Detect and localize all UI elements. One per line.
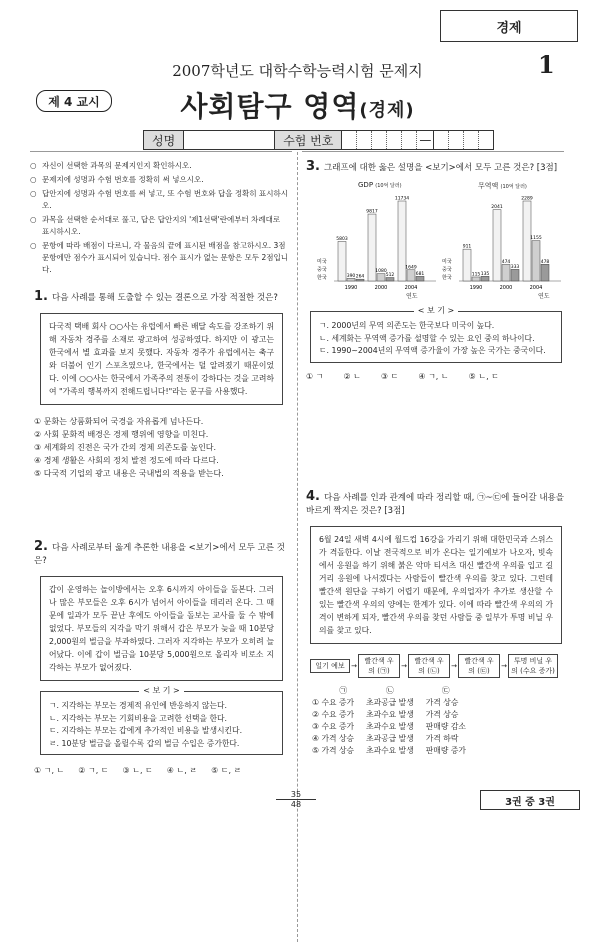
- question-text: 다음 사례를 통해 도출할 수 있는 결론으로 가장 적절한 것은?: [51, 293, 278, 303]
- table-row[interactable]: [306, 744, 472, 756]
- trade-bar: [532, 241, 540, 281]
- choice[interactable]: ④ ㄴ, ㄹ: [166, 766, 198, 775]
- trade-title: 무역액: [478, 182, 499, 190]
- bogi-title: < 보 기 >: [414, 306, 459, 315]
- trade-data-label: 478: [540, 259, 550, 265]
- table-cell: ④ 가격 상승: [312, 733, 355, 743]
- gdp-series-label: 중국: [317, 267, 327, 273]
- trade-bar: [463, 249, 471, 281]
- table-row[interactable]: [306, 696, 472, 708]
- notice-item: ○ 문제지에 성명과 수험 번호를 정확히 써 넣으시오.: [30, 174, 288, 186]
- bogi-item: ㄱ. 지각하는 부모는 경제적 유인에 반응하지 않는다.: [49, 701, 227, 710]
- name-label: 성명: [144, 131, 184, 149]
- question-2-choices: [34, 765, 289, 776]
- trade-data-label: 474: [501, 259, 511, 265]
- question-1-passage: 다국적 택배 회사 ○○사는 유럽에서 빠른 배달 속도를 강조하기 위해 자동차 경주를 소재로 광고하여 성공하였다. 하지만 이 광고는 한국에서 별 효과를 보지 못했다. 자동차 경주가 유럽에서는 축구와 더불어 인기 스포츠였으나, 한국에서는 덜 알려졌기 때문이었다. 이에 ○○사는 한국에서 가족주의 전통이 강하다는 것을 고려하여 "가족의 행복까지 전해드립니다!"라는 문구를 사용했다.: [40, 313, 283, 405]
- choice[interactable]: ③ ㄴ, ㄷ: [122, 766, 153, 775]
- gdp-data-label: 11734: [394, 196, 410, 202]
- gdp-data-label: 264: [355, 274, 365, 280]
- arrow-right-icon: →: [451, 662, 457, 670]
- trade-bar: [502, 264, 510, 281]
- table-cell: 가격 하락: [425, 733, 459, 743]
- gdp-chart-title: [358, 181, 402, 189]
- gdp-tick-label: 2000: [374, 285, 388, 291]
- question-4-passage: 6월 24일 새벽 4시에 월드컵 16강을 가리기 위해 대한민국과 스위스가 격돌한다. 이날 전국적으로 비가 온다는 일기예보가 나오자, 빗속에서 응원을 하기 위해 붉은 악마 티셔츠 대신 빨간색 우의를 입고 길거리 응원에 나서겠다는 사람들이 빨간색 우의를 찾고 있다. 그런데 빨간색 원단을 구하기 어렵기 때문에, 우의업자가 추가로 생산할 수 있는 빨간색 우의의 양에는 한계가 있다. 이에 따라 빨간색 우의의 가격이 변하게 되자, 빨간색 우의를 찾던 사람들 중 일부가 투명 비닐 우의를 찾고 있다.: [310, 526, 562, 644]
- id-cell[interactable]: [342, 131, 357, 149]
- flow-box: 빨간색 우의 (㉡): [408, 654, 450, 678]
- table-cell: ② 수요 증가: [312, 709, 355, 719]
- main-title-sub: (경제): [359, 100, 415, 121]
- option[interactable]: ④ 경제 생활은 사회의 정치 발전 정도에 따라 다르다.: [34, 456, 219, 465]
- trade-tick-label: 1990: [469, 285, 483, 291]
- trade-data-label: 135: [480, 271, 490, 277]
- choice[interactable]: ⑤ ㄷ, ㄹ: [211, 766, 242, 775]
- gdp-tick-label: 1990: [344, 285, 358, 291]
- choice[interactable]: ① ㄱ, ㄴ: [34, 766, 65, 775]
- question-1: [34, 290, 289, 480]
- bogi-item: ㄴ. 세계화는 무역액 증가를 설명할 수 있는 요인 중의 하나이다.: [319, 333, 535, 343]
- trade-data-label: 2041: [491, 205, 503, 211]
- divider-right: [302, 151, 564, 152]
- bogi-item: ㄴ. 지각하는 부모는 기회비용을 고려한 선택을 한다.: [49, 713, 227, 723]
- option[interactable]: ① 문화는 상품화되어 국경을 자유롭게 넘나든다.: [34, 417, 204, 426]
- column-divider: [297, 152, 298, 942]
- volume-badge: 3권 중 3권: [480, 790, 580, 810]
- gdp-data-label: 1080: [375, 269, 387, 275]
- table-cell: ① 수요 증가: [312, 697, 355, 707]
- question-3-stem: [306, 160, 566, 175]
- trade-chart: [441, 181, 571, 301]
- notice-list: [30, 160, 288, 278]
- main-title-text: 사회탐구 영역: [180, 90, 360, 123]
- question-4: [306, 490, 566, 756]
- gdp-bar: [386, 278, 394, 281]
- page-title: [0, 85, 595, 125]
- question-number: 2.: [34, 539, 48, 554]
- notice-item: ○ 답안지에 성명과 수험 번호를 써 넣고, 또 수험 번호와 답을 정확히 표시하시오.: [30, 188, 288, 212]
- gdp-bar: [416, 276, 424, 281]
- question-number: 4.: [306, 489, 320, 504]
- gdp-tick-label: 2004: [404, 285, 418, 291]
- table-cell: 판매량 감소: [425, 721, 466, 731]
- table-row[interactable]: [306, 732, 472, 744]
- flow-box: 빨간색 우의 (㉢): [458, 654, 500, 678]
- trade-data-label: 1155: [530, 236, 542, 242]
- session-badge: 제 4 교시: [36, 90, 112, 112]
- trade-unit: (10억 달러): [500, 184, 527, 190]
- notice-item: ○ 자신이 선택한 과목의 문제지인지 확인하시오.: [30, 160, 288, 172]
- table-cell: 초과수요 발생: [366, 721, 414, 731]
- table-cell: 판매량 증가: [425, 745, 466, 755]
- exam-title: 2007학년도 대학수학능력시험 문제지: [172, 62, 423, 80]
- question-text: 다음 사례를 인과 관계에 따라 정리할 때, ㉠~㉢에 들어갈 내용을 바르게 짝지은 것은? [3점]: [306, 493, 564, 516]
- gdp-bar: [377, 274, 385, 281]
- table-row[interactable]: [306, 708, 472, 720]
- gdp-title: GDP: [358, 181, 374, 189]
- trade-bar: [541, 264, 549, 281]
- gdp-unit: (10억 달러): [375, 183, 402, 189]
- table-cell: 초과수요 발생: [366, 745, 414, 755]
- gdp-bar: [338, 241, 346, 281]
- trade-data-label: 333: [510, 264, 520, 270]
- gdp-data-label: 9817: [366, 209, 378, 215]
- question-2-stem: [34, 540, 289, 568]
- choice[interactable]: ④ ㄱ, ㄴ: [418, 371, 449, 381]
- choice[interactable]: ② ㄱ, ㄷ: [78, 766, 109, 775]
- name-field[interactable]: [184, 131, 275, 149]
- option[interactable]: ② 사회 문화적 배경은 경제 행위에 영향을 미친다.: [34, 430, 209, 439]
- trade-bar: [481, 276, 489, 281]
- table-cell: 가격 상승: [425, 697, 459, 707]
- id-cell[interactable]: [402, 131, 417, 149]
- notice-item: ○ 과목을 선택한 순서대로 풀고, 답은 답안지의 '제1선택'란에부터 차례대로 표시하시오.: [30, 214, 288, 238]
- id-cell[interactable]: [387, 131, 402, 149]
- id-label: 수험 번호: [275, 131, 342, 149]
- page-counter: [276, 790, 316, 809]
- id-cell[interactable]: [372, 131, 387, 149]
- trade-tick-label: 2000: [499, 285, 513, 291]
- trade-data-label: 2289: [521, 196, 533, 202]
- id-cell[interactable]: [449, 131, 464, 149]
- trade-chart-title: [478, 181, 527, 191]
- bogi-item: ㄹ. 10분당 벌금을 올릴수록 갑의 벌금 수입은 증가한다.: [49, 738, 240, 748]
- question-3: [306, 160, 566, 382]
- trade-bar: [493, 210, 501, 281]
- id-cell[interactable]: [464, 131, 479, 149]
- bogi-item: ㄷ. 1990~2004년의 무역액 증가율이 가장 높은 국가는 중국이다.: [319, 346, 546, 355]
- question-2-bogi: [40, 686, 283, 755]
- option[interactable]: ⑤ 다국적 기업의 광고 내용은 국내법의 적용을 받는다.: [34, 469, 224, 478]
- question-text: 다음 사례로부터 옳게 추론한 내용을 <보기>에서 모두 고른 것은?: [34, 543, 285, 566]
- trade-bar: [472, 277, 480, 281]
- id-cell[interactable]: [479, 131, 493, 149]
- trade-bar: [511, 269, 519, 281]
- option[interactable]: ③ 세계화의 진전은 국가 간의 경제 의존도를 높인다.: [34, 443, 217, 452]
- trade-tick-label: 2004: [529, 285, 543, 291]
- bogi-item: ㄱ. 2000년의 무역 의존도는 한국보다 미국이 높다.: [319, 321, 495, 330]
- table-cell: 가격 상승: [425, 709, 459, 719]
- trade-series-label: 중국: [442, 267, 452, 273]
- question-number: 1.: [34, 289, 48, 304]
- choice[interactable]: ⑤ ㄴ, ㄷ: [468, 371, 499, 381]
- arrow-right-icon: →: [501, 662, 507, 670]
- table-cell: 초과수요 발생: [366, 709, 414, 719]
- table-header-cell: ㉠: [339, 685, 348, 695]
- gdp-data-label: 681: [415, 271, 425, 277]
- gdp-data-label: 1649: [405, 265, 417, 271]
- question-2-passage: 갑이 운영하는 놀이방에서는 오후 6시까지 아이들을 돌본다. 그러나 많은 부모들은 오후 6시가 넘어서 아이들을 데리러 온다. 그 때문에 일과가 모두 끝난 후에도 아이들을 돌보는 교사를 둘 수 밖에 없었다. 부모들의 지각을 막기 위해서 갑은 부모가 늦을 때 10분당 2,000원의 벌금을 부과하였다. 그러자 지각하는 부모가 오히려 늘어났다. 이에 갑이 벌금을 10분당 5,000원으로 올리자 비로소 지각하는 부모가 없어졌다.: [40, 576, 283, 681]
- notice-item: ○ 문항에 따라 배점이 다르니, 각 물음의 끝에 표시된 배점을 참고하시오. 3점 문항에만 점수가 표시되어 있습니다. 점수 표시가 없는 문항은 모두 2점입니다.: [30, 240, 288, 276]
- trade-xlabel: 연도: [538, 293, 550, 300]
- table-row[interactable]: [306, 720, 472, 732]
- name-id-row: [143, 130, 494, 150]
- trade-data-label: 115: [471, 272, 481, 278]
- table-cell: 초과공급 발생: [366, 697, 414, 707]
- question-4-flow: [310, 654, 566, 678]
- gdp-data-label: 390: [346, 273, 356, 279]
- gdp-series-label: 미국: [317, 259, 327, 265]
- table-header-cell: ㉡: [386, 685, 394, 695]
- divider-left: [30, 151, 292, 152]
- gdp-bar: [407, 270, 415, 281]
- table-cell: ③ 수요 증가: [312, 721, 355, 731]
- answer-table: [306, 684, 472, 756]
- question-3-bogi: [310, 306, 562, 363]
- arrow-right-icon: →: [401, 662, 407, 670]
- question-3-charts: [306, 181, 566, 301]
- choice[interactable]: ③ ㄷ: [380, 371, 399, 381]
- arrow-right-icon: →: [351, 662, 357, 670]
- question-text: 그래프에 대한 옳은 설명을 <보기>에서 모두 고른 것은? [3점]: [323, 163, 558, 173]
- id-dash: —: [417, 131, 434, 149]
- subject-box: 경제: [440, 10, 578, 42]
- trade-series-label: 미국: [442, 259, 452, 265]
- question-4-stem: [306, 490, 566, 518]
- choice[interactable]: ② ㄴ: [343, 371, 361, 381]
- question-3-choices: [306, 371, 566, 382]
- id-cell[interactable]: [434, 131, 449, 149]
- bogi-item: ㄷ. 지각하는 부모는 갑에게 추가적인 비용을 발생시킨다.: [49, 726, 243, 735]
- question-number: 3.: [306, 159, 320, 174]
- gdp-data-label: 512: [385, 273, 395, 279]
- bogi-title: < 보 기 >: [139, 686, 184, 695]
- trade-data-label: 911: [462, 244, 472, 250]
- question-2: [34, 540, 289, 776]
- id-cell[interactable]: [357, 131, 372, 149]
- flow-box: 투명 비닐 우의 (수요 증가): [508, 654, 558, 678]
- table-header: [306, 684, 472, 696]
- gdp-series-label: 한국: [317, 275, 327, 281]
- flow-box: 일기 예보: [310, 659, 350, 673]
- table-header-cell: ㉢: [441, 685, 450, 695]
- trade-series-label: 한국: [442, 275, 452, 281]
- choice[interactable]: ① ㄱ: [306, 371, 324, 381]
- gdp-data-label: 5803: [336, 236, 348, 242]
- flow-box: 빨간색 우의 (㉠): [358, 654, 400, 678]
- gdp-chart: [316, 181, 446, 301]
- page-current: 35: [276, 790, 316, 800]
- table-cell: 초과공급 발생: [366, 733, 414, 743]
- table-cell: ⑤ 가격 상승: [312, 745, 355, 755]
- page-number: 1: [538, 50, 555, 79]
- question-1-options: [34, 415, 289, 480]
- page-total: 48: [290, 800, 302, 809]
- question-1-stem: [34, 290, 289, 305]
- gdp-xlabel: 연도: [406, 293, 418, 300]
